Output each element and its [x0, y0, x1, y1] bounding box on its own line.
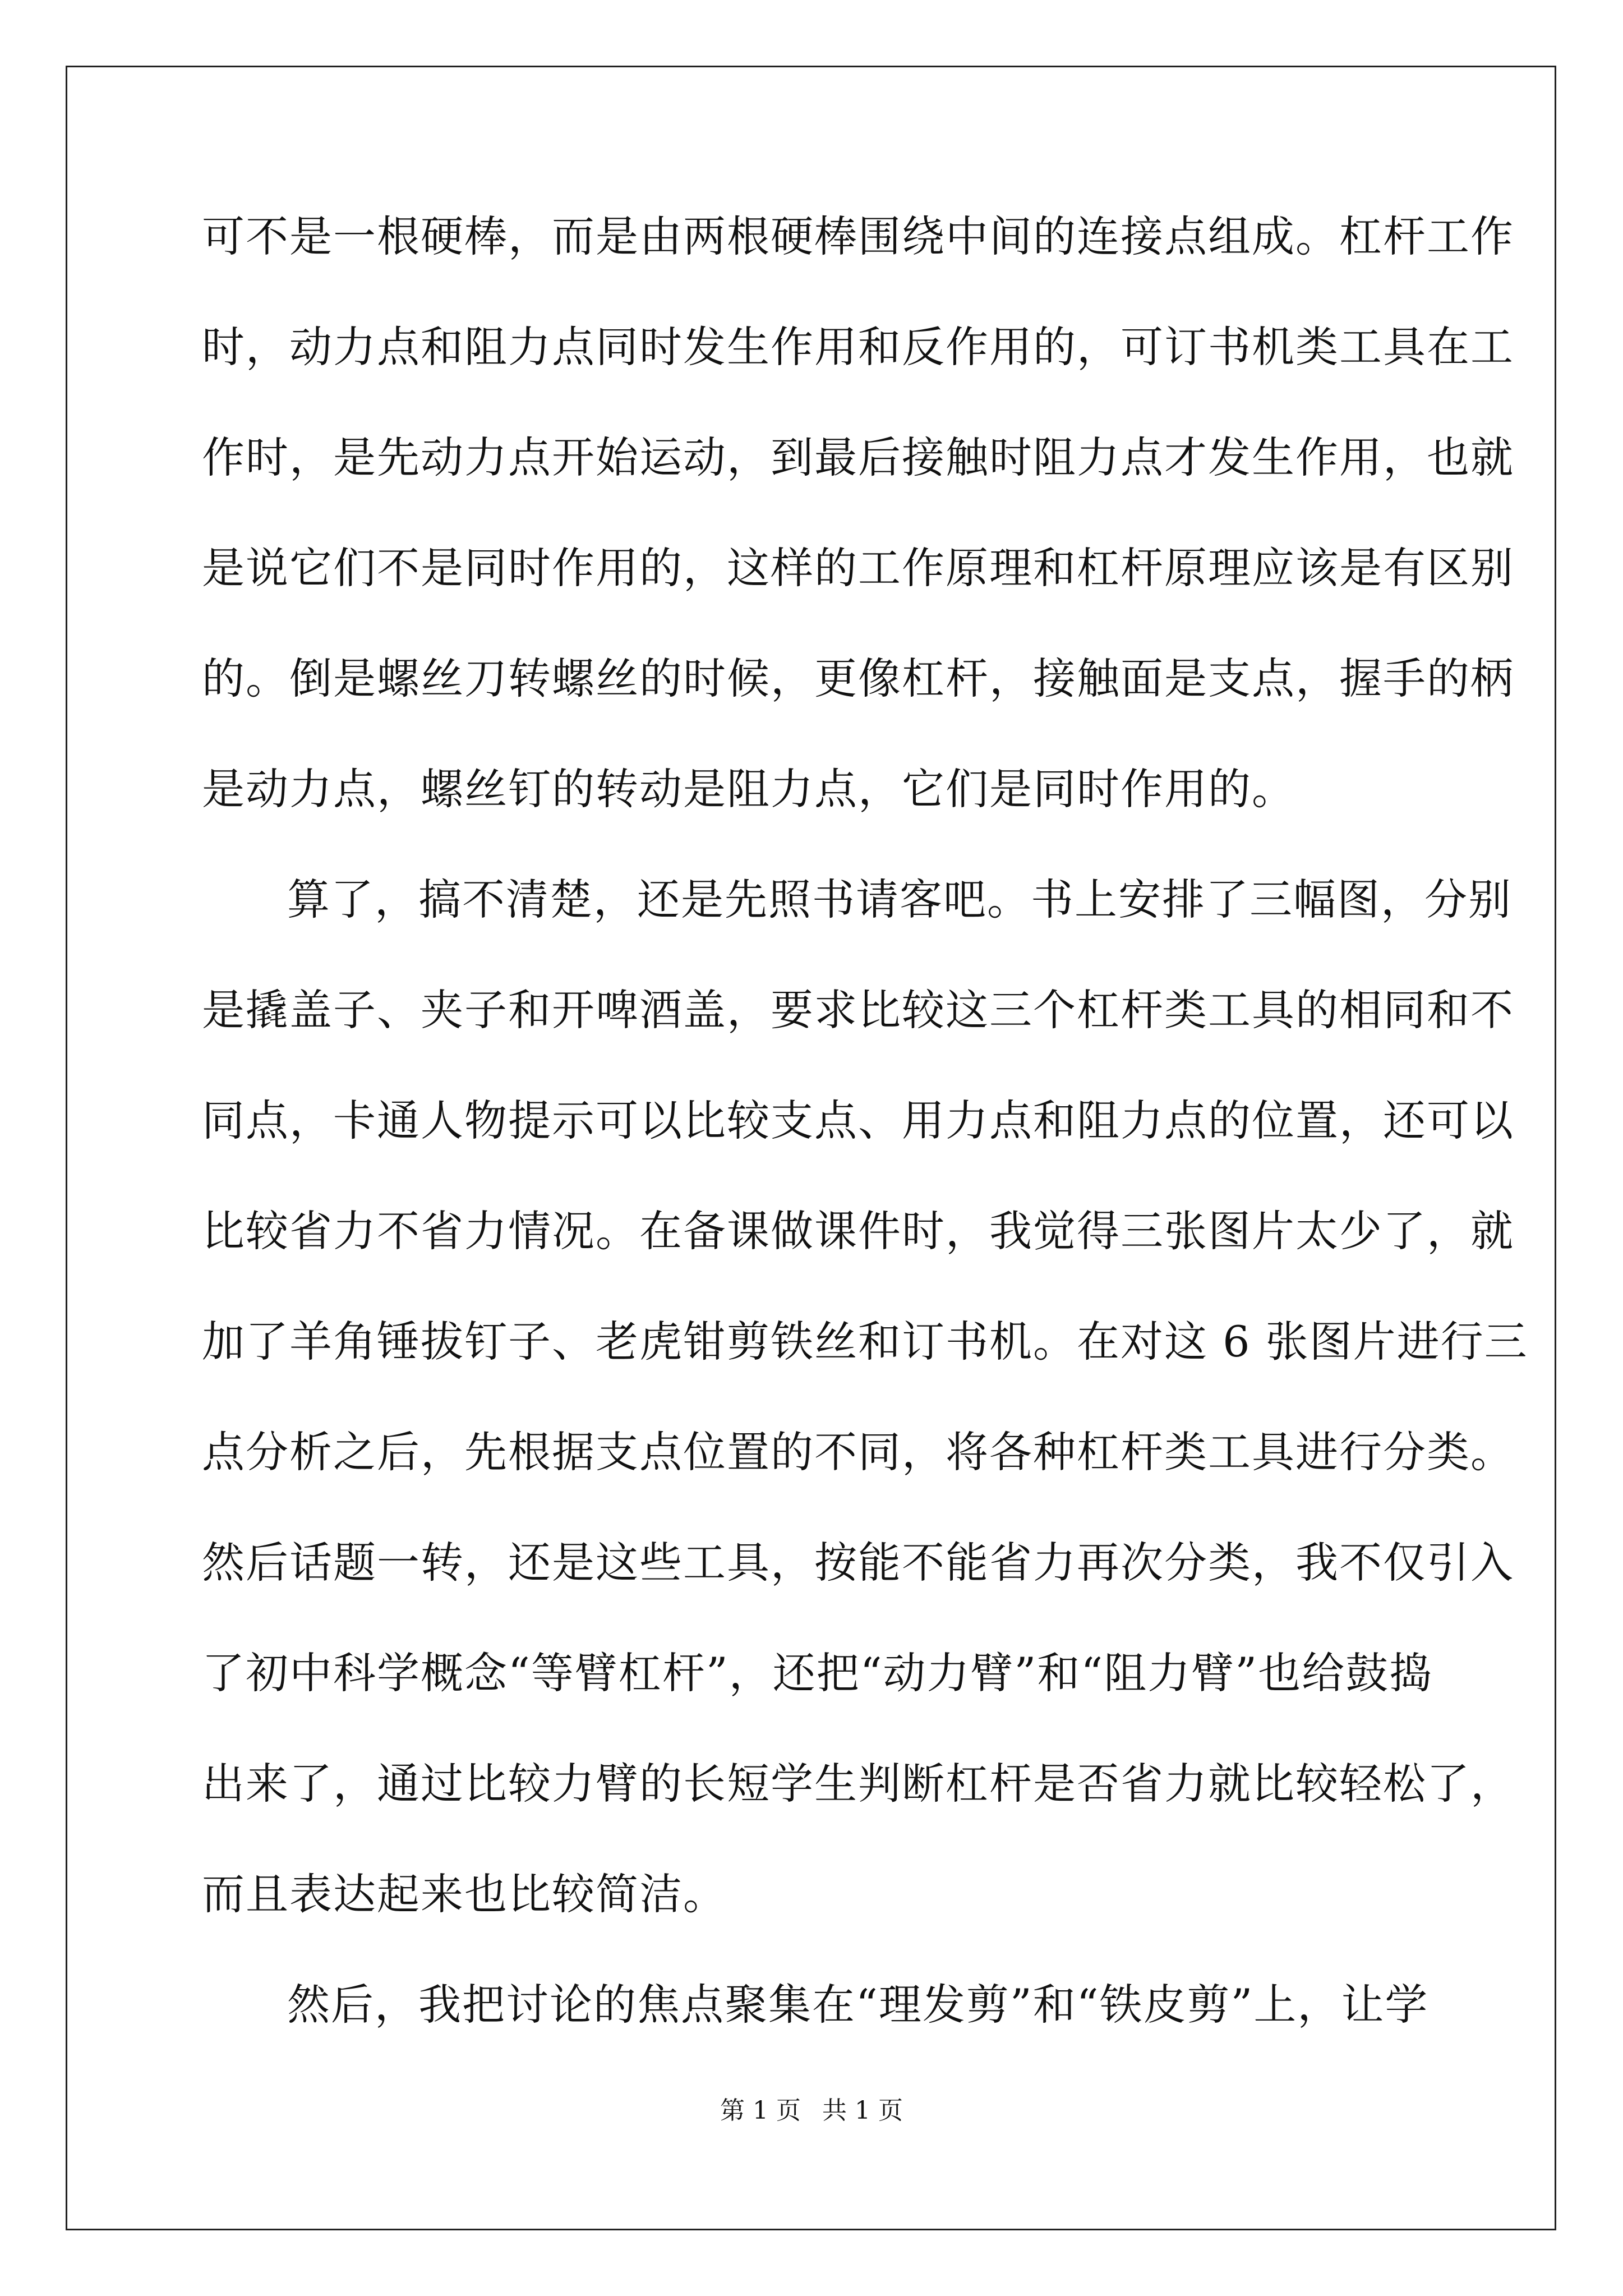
text-line: 可不是一根硬棒，而是由两根硬棒围绕中间的连接点组成。杠杆工作 — [202, 211, 1514, 261]
text-line: 出来了，通过比较力臂的长短学生判断杠杆是否省力就比较轻松了， — [202, 1759, 1514, 1809]
text-line: 而且表达起来也比较简洁。 — [202, 1869, 727, 1919]
page-footer — [0, 2094, 1623, 2128]
text-line: 作时，是先动力点开始运动，到最后接触时阻力点才发生作用，也就 — [202, 432, 1514, 482]
text-line: 是动力点，螺丝钉的转动是阻力点，它们是同时作用的。 — [202, 764, 1295, 814]
text-line: 加了羊角锤拔钉子、老虎钳剪铁丝和订书机。在对这 6 张图片进行三 — [202, 1317, 1528, 1366]
text-line: 是说它们不是同时作用的，这样的工作原理和杠杆原理应该是有区别 — [202, 543, 1514, 593]
paragraph-first-line: 算了，搞不清楚，还是先照书请客吧。书上安排了三幅图，分别 — [287, 875, 1512, 924]
text-line: 同点，卡通人物提示可以比较支点、用力点和阻力点的位置，还可以 — [202, 1096, 1514, 1145]
text-line: 是撬盖子、夹子和开啤酒盖，要求比较这三个杠杆类工具的相同和不 — [202, 985, 1514, 1035]
text-line: 的。倒是螺丝刀转螺丝的时候，更像杠杆，接触面是支点，握手的柄 — [202, 654, 1514, 703]
text-line: 然后话题一转，还是这些工具，按能不能省力再次分类，我不仅引入 — [202, 1538, 1514, 1588]
page-number: 第 1 页 — [720, 2096, 801, 2125]
text-line: 比较省力不省力情况。在备课做课件时，我觉得三张图片太少了，就 — [202, 1206, 1514, 1256]
text-line: 点分析之后，先根据支点位置的不同，将各种杠杆类工具进行分类。 — [202, 1427, 1514, 1477]
paragraph-first-line: 然后，我把讨论的焦点聚集在“理发剪”和“铁皮剪”上，让学 — [287, 1980, 1429, 2030]
page-total: 共 1 页 — [822, 2096, 903, 2125]
text-line: 了初中科学概念“等臂杠杆”，还把“动力臂”和“阻力臂”也给鼓捣 — [202, 1648, 1433, 1698]
text-line: 时，动力点和阻力点同时发生作用和反作用的，可订书机类工具在工 — [202, 322, 1514, 372]
